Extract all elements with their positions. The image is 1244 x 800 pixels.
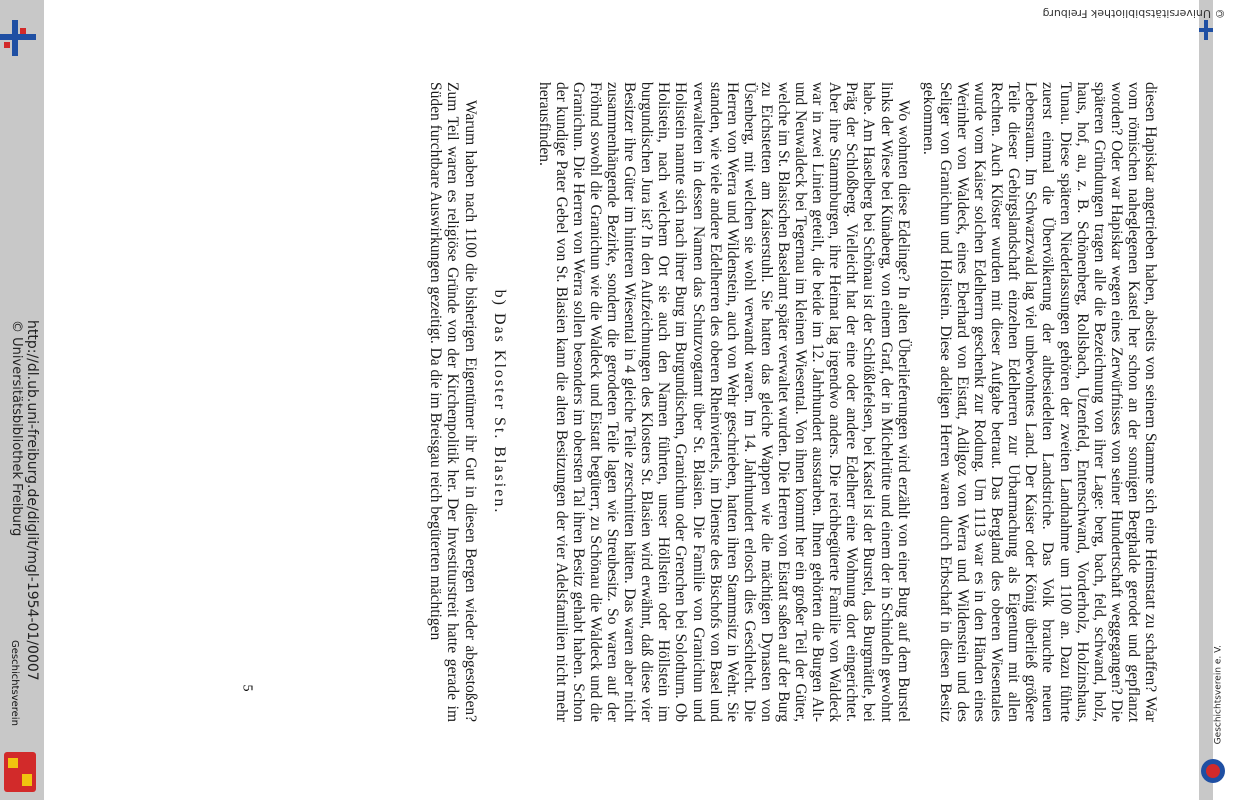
coat-of-arms-logo-icon	[0, 750, 40, 796]
url-text[interactable]: http://dl.ub.uni-freiburg.de/diglit/mgl-1954-01/0007	[24, 320, 40, 681]
paragraph-1: diesen Hapiskar angetrieben haben, abseits von seinem Stamme sich eine Heimstatt zu schaffen? War vom römischen naheglegenen Kastel her schon an der sonnigen Berghalde gerodet und gepflanzt worden? Oder war Hapiskar wegen eines Zerwürfnisses von seiner Hundertschaft weggegangen? Die späteren Gründungen tragen alle die Bezeichnung von ihrer Lage: berg, bach, feld, schwand, holz, haus, hof, au, z. B. Schönenberg, Rollsbach, Utzenfeld, Entenschwand, Vorderholz, Holzinshaus, Tunau. Diese späteren Niederlassungen gehören der zweiten Landnahme um 1100 an. Dazu führte zuerst einmal die Übervölkerung der altbesiedelten Landstriche. Das Volk brauchte neuen Lebensraum. Im Schwarzwald lag viel unbewohntes Land. Der Kaiser oder König überließ größere Teile dieser Gebirgslandschaft einzelnen Edelherren zur Urbarmachung als Eigentum mit allen Rechten. Auch Klöster wurden mit dieser Aufgabe betraut. Das Bergland des oberen Wiesentales wurde vom Kaiser solchen Edelherrn geschenkt zur Rodung. Um 1113 war es in den Händen eines Werinher von Waldeck, eines Eberhard von Eistatt, Adilgoz von Werra und Wildenstein und des Seliger von Granichun und Holistein. Diese adeligen Herren waren durch Erbschaft in diesen Besitz gekommen.	[919, 82, 1159, 722]
mirrored-copyright-header: © Universitätsbibliothek Freiburg	[1042, 7, 1226, 20]
page-number: 5	[239, 684, 255, 692]
paragraph-2: Wo wohnten diese Edelinge? In alten Überlieferungen wird erzählt von einer Burg auf dem Burstel links der Wiese bei Künaberg, von einem Graf, der in Michelrütte und einem der in Schindeln gewohnt habe. Am Haselberg bei Schönau ist der Schlößlefelsen, bei Kastel ist der Burstel, das Burgmättle, bei Präg der Schloßberg. Vielleicht hat der eine oder andere Edelherr eine Wohnung dort eingerichtet. Aber ihre Stammburgen, ihre Heimat lag irgendwo anders. Die reichbegüterte Familie von Waldeck war in zwei Linien geteilt, die beide im 12. Jahrhundert ausstarben. Ihnen gehörten die Burgen Alt- und Neuwaldeck bei Tegernau im kleinen Wiesental. Von ihnen kommt her ein großer Teil der Güter, welche im St. Blasischen Baselamt später verwaltet wurden. Die Herren von Eistatt saßen auf der Burg zu Eichstetten am Kaiserstuhl. Sie hatten das gleiche Wappen wie die mächtigen Dynasten von Üsenberg, mit welchen sie wohl verwandt waren. Im 14. Jahrhundert erlosch dies Geschlecht. Die Herren von Werra und Wildenstein, auch von Wehr geschrieben, hatten ihren Stammsitz in Wehr. Sie standen, wie viele andere Edelherren des oberen Rheinviertels, im Dienste des Bischofs von Basel und verwalteten in dessen Namen das Schutzvogtamt über St. Blasien. Die Familie von Granichun und Holistein nannte sich nach ihrer Burg im Burgundischen, Granichun oder Grenchen bei Solothurn. Ob Holistein, nach welchem Ort sie auch den Namen führten, unser Höllstein oder Höllstein im burgundischen Jura ist? In den Aufzeichnungen des Klosters St. Blasien wird erwähnt, daß diese vier Besitzer ihre Güter im hinteren Wiesental in 4 gleiche Teile zerschnitten hätten. Das waren aber nicht zusammenhängende Bezirke, sondern die gerodeten Teile lagen wie Streubesitz. So waren auf der Fröhnd sowohl die Granichun wie die Waldeck und Eistatt begüterт, zu Schönau die Waldeck und die Granichun. Die Herren von Werra sollen besonders im obersten Tal ihren Besitz gehabt haben. Schon der kundige Pater Gebel von St. Blasien kann die alten Besitzungen der vier Adelsfamilien nicht mehr herausfinden.	[535, 82, 912, 722]
publisher-label: Geschichtsverein	[9, 640, 20, 726]
blue-red-cross-logo-icon	[0, 20, 36, 56]
document-url[interactable]	[9, 320, 40, 681]
round-emblem-icon	[1201, 756, 1213, 786]
section-title: b) Das Kloster St. Blasien.	[490, 289, 508, 515]
rotated-text-column	[427, 82, 1159, 722]
paragraph-3: Warum haben nach 1100 die bisherigen Eigentümer ihr Gut in diesen Bergen wieder abgestoßen? Zum Teil waren es religiöse Gründe von der Kirchenpolitik her. Der Investiturstreit hatte gerade im Süden furchtbare Auswirkungen gezeitigt. Da die im Breisgau reich begüterten mächtigen	[427, 82, 479, 722]
copyright-text: © Universitätsbibliothek Freiburg	[9, 320, 24, 537]
right-gray-margin	[1199, 0, 1213, 800]
right-partner-label: Geschichtsverein e. V.	[1213, 645, 1223, 745]
blue-cross-logo-icon	[1199, 20, 1213, 40]
